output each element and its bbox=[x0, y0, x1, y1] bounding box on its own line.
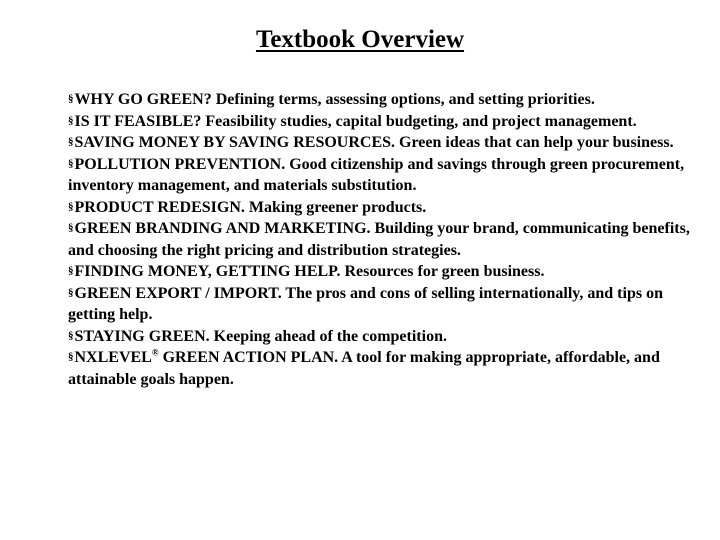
list-item bbox=[68, 154, 696, 197]
item-head: STAYING GREEN. bbox=[74, 327, 210, 345]
registered-mark: ® bbox=[151, 347, 159, 358]
item-head: GREEN EXPORT / IMPORT. bbox=[74, 284, 282, 302]
item-head: IS IT FEASIBLE? bbox=[74, 112, 202, 130]
item-head: WHY GO GREEN? bbox=[74, 91, 212, 108]
bullet-icon: § bbox=[68, 157, 74, 170]
bullet-icon: § bbox=[68, 222, 74, 234]
item-body: The pros and cons of selling internationally, and tips on getting help. bbox=[68, 284, 663, 323]
list-item bbox=[68, 261, 696, 283]
item-body: Feasibility studies, capital budgeting, and project management. bbox=[205, 112, 637, 130]
bullet-icon: § bbox=[68, 136, 74, 148]
list-item bbox=[68, 347, 696, 390]
list-item bbox=[68, 111, 696, 133]
list-item bbox=[68, 132, 696, 154]
bullet-icon: § bbox=[68, 93, 74, 105]
item-body: A tool for making appropriate, affordable, and attainable goals happen. bbox=[68, 349, 660, 388]
item-body: Green ideas that can help your business. bbox=[399, 134, 674, 151]
item-head: SAVING MONEY BY SAVING RESOURCES. bbox=[74, 134, 396, 151]
bullet-icon: § bbox=[68, 114, 74, 127]
item-body: Building your brand, communicating benefits, and choosing the right pricing and distribution strategies. bbox=[68, 220, 690, 259]
list-item bbox=[68, 326, 696, 348]
item-head: GREEN BRANDING AND MARKETING. bbox=[74, 220, 371, 237]
item-head: NXLEVEL bbox=[74, 349, 152, 366]
item-body: Resources for green business. bbox=[344, 263, 545, 280]
item-body: Making greener products. bbox=[248, 198, 427, 216]
list-item bbox=[68, 89, 696, 111]
bullet-icon: § bbox=[68, 329, 74, 342]
item-body: Defining terms, assessing options, and setting priorities. bbox=[215, 91, 595, 108]
item-head: POLLUTION PREVENTION. bbox=[74, 155, 286, 173]
item-body: Good citizenship and savings through green procurement, inventory management, and materials substitution. bbox=[68, 155, 685, 194]
item-body: Keeping ahead of the competition. bbox=[213, 327, 447, 345]
overview-list bbox=[68, 89, 696, 390]
list-item bbox=[68, 197, 696, 219]
bullet-icon: § bbox=[68, 286, 74, 299]
item-head: FINDING MONEY, GETTING HELP. bbox=[74, 263, 341, 280]
bullet-icon: § bbox=[68, 265, 74, 277]
item-head: PRODUCT REDESIGN. bbox=[74, 198, 245, 216]
slide-title: Textbook Overview bbox=[255, 26, 465, 53]
bullet-icon: § bbox=[68, 200, 74, 213]
list-item bbox=[68, 218, 696, 261]
item-head: GREEN ACTION PLAN. bbox=[162, 349, 339, 366]
bullet-icon: § bbox=[68, 351, 74, 363]
list-item bbox=[68, 283, 696, 326]
